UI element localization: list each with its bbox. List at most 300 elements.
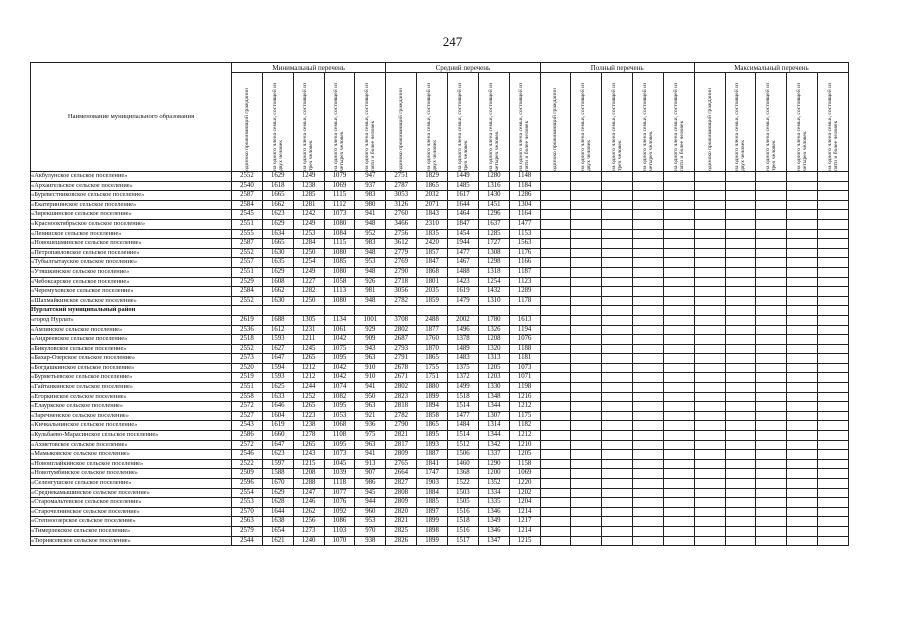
- table-row: [31, 479, 849, 489]
- full-value-cell: [663, 200, 694, 210]
- maximal-value-cell: [818, 363, 849, 373]
- full-value-cell: [540, 258, 571, 268]
- average-value-cell: 3612: [386, 239, 417, 249]
- full-value-cell: [633, 536, 664, 546]
- maximal-value-cell: [694, 536, 725, 546]
- minimal-value-cell: 2544: [232, 536, 263, 546]
- minimal-value-cell: 1647: [262, 354, 293, 364]
- average-value-cell: 1619: [447, 287, 478, 297]
- full-value-cell: [602, 488, 633, 498]
- average-value-cell: 2802: [386, 325, 417, 335]
- minimal-value-cell: 950: [355, 392, 386, 402]
- minimal-value-cell: 1633: [262, 392, 293, 402]
- average-value-cell: 1449: [447, 172, 478, 182]
- full-value-cell: [663, 258, 694, 268]
- maximal-value-cell: [756, 450, 787, 460]
- maximal-value-cell: [725, 402, 756, 412]
- table-row: [31, 498, 849, 508]
- average-value-cell: 1885: [417, 498, 448, 508]
- average-value-cell: 1483: [447, 354, 478, 364]
- full-value-cell: [633, 354, 664, 364]
- average-value-cell: 1375: [447, 363, 478, 373]
- average-value-cell: 1899: [417, 536, 448, 546]
- minimal-value-cell: 2545: [232, 210, 263, 220]
- average-value-cell: 1894: [417, 402, 448, 412]
- average-value-cell: 1335: [478, 498, 509, 508]
- average-value-cell: 2671: [386, 373, 417, 383]
- average-value-cell: 1204: [509, 498, 540, 508]
- maximal-value-cell: [787, 392, 818, 402]
- maximal-value-cell: [694, 306, 725, 316]
- municipality-name-cell: «Зирекшинское сельское поселение»: [31, 210, 232, 220]
- minimal-value-cell: 1058: [324, 277, 355, 287]
- full-value-cell: [633, 392, 664, 402]
- average-value-cell: 1344: [478, 402, 509, 412]
- minimal-value-cell: 1638: [262, 517, 293, 527]
- average-value-cell: 1181: [509, 354, 540, 364]
- average-value-cell: 1780: [478, 315, 509, 325]
- maximal-value-cell: [787, 469, 818, 479]
- average-value-cell: 2765: [386, 459, 417, 469]
- minimal-value-cell: 2596: [232, 479, 263, 489]
- maximal-value-cell: [818, 210, 849, 220]
- maximal-value-cell: [725, 277, 756, 287]
- average-value-cell: 1188: [509, 344, 540, 354]
- full-value-cell: [633, 296, 664, 306]
- maximal-value-cell: [818, 335, 849, 345]
- maximal-value-cell: [694, 402, 725, 412]
- full-value-cell: [571, 296, 602, 306]
- full-value-cell: [540, 517, 571, 527]
- minimal-value-cell: 1053: [324, 411, 355, 421]
- subcolumn-header: [293, 73, 324, 172]
- minimal-value-cell: 1108: [324, 431, 355, 441]
- minimal-value-cell: 1238: [293, 181, 324, 191]
- average-value-cell: 2809: [386, 450, 417, 460]
- minimal-value-cell: 1629: [262, 267, 293, 277]
- maximal-value-cell: [694, 421, 725, 431]
- table-row: [31, 392, 849, 402]
- full-value-cell: [540, 172, 571, 182]
- maximal-value-cell: [694, 383, 725, 393]
- maximal-value-cell: [818, 421, 849, 431]
- average-value-cell: 2802: [386, 383, 417, 393]
- minimal-value-cell: 2553: [232, 498, 263, 508]
- full-value-cell: [602, 344, 633, 354]
- minimal-value-cell: 1644: [262, 507, 293, 517]
- full-value-cell: [633, 248, 664, 258]
- minimal-value-cell: 2587: [232, 239, 263, 249]
- subcolumn-header-label: на одного члена семьи, состоящей из пяти и более человек: [364, 82, 377, 171]
- average-value-cell: 1349: [478, 517, 509, 527]
- full-value-cell: [571, 229, 602, 239]
- average-value-cell: 2779: [386, 248, 417, 258]
- average-value-cell: 2791: [386, 354, 417, 364]
- full-value-cell: [571, 402, 602, 412]
- minimal-value-cell: 2536: [232, 325, 263, 335]
- subcolumn-header: [756, 73, 787, 172]
- table-row: [31, 210, 849, 220]
- minimal-value-cell: 2584: [232, 200, 263, 210]
- minimal-value-cell: 1095: [324, 440, 355, 450]
- minimal-value-cell: 963: [355, 354, 386, 364]
- minimal-value-cell: 1625: [262, 383, 293, 393]
- table-row: [31, 191, 849, 201]
- minimal-value-cell: 1273: [293, 526, 324, 536]
- minimal-value-cell: 983: [355, 239, 386, 249]
- average-value-cell: 1175: [509, 411, 540, 421]
- table-row: [31, 219, 849, 229]
- group-header-minimal: Минимальный перечень: [232, 63, 386, 73]
- subcolumn-header: [447, 73, 478, 172]
- table-row: [31, 172, 849, 182]
- maximal-value-cell: [818, 411, 849, 421]
- subcolumn-header: [232, 73, 263, 172]
- minimal-value-cell: 2570: [232, 507, 263, 517]
- average-value-cell: 1205: [478, 363, 509, 373]
- maximal-value-cell: [787, 315, 818, 325]
- average-value-cell: 1069: [509, 469, 540, 479]
- average-value-cell: 1857: [417, 248, 448, 258]
- subcolumn-header-label: на одного члена семьи, состоящей из трех человек: [765, 82, 778, 171]
- minimal-value-cell: 2540: [232, 181, 263, 191]
- full-value-cell: [602, 296, 633, 306]
- average-value-cell: 1517: [447, 536, 478, 546]
- maximal-value-cell: [694, 354, 725, 364]
- average-value-cell: 1865: [417, 421, 448, 431]
- full-value-cell: [602, 354, 633, 364]
- full-value-cell: [633, 363, 664, 373]
- full-value-cell: [540, 239, 571, 249]
- full-value-cell: [602, 172, 633, 182]
- subcolumn-header: [633, 73, 664, 172]
- full-value-cell: [540, 507, 571, 517]
- maximal-value-cell: [787, 200, 818, 210]
- average-value-cell: 1164: [509, 210, 540, 220]
- table-row: [31, 421, 849, 431]
- full-value-cell: [663, 354, 694, 364]
- municipality-name-cell: «Новошешминское сельское поселение»: [31, 239, 232, 249]
- minimal-value-cell: 1618: [262, 181, 293, 191]
- subcolumn-header-label: на одного члена семьи, состоящей из двух человек: [734, 82, 747, 171]
- average-value-cell: 1880: [417, 383, 448, 393]
- average-value-cell: 1347: [478, 536, 509, 546]
- average-value-cell: [417, 306, 448, 316]
- average-value-cell: 2809: [386, 498, 417, 508]
- maximal-value-cell: [694, 498, 725, 508]
- subcolumn-header: [478, 73, 509, 172]
- maximal-value-cell: [818, 402, 849, 412]
- average-value-cell: 1310: [478, 296, 509, 306]
- maximal-value-cell: [725, 354, 756, 364]
- full-value-cell: [571, 469, 602, 479]
- average-value-cell: 2718: [386, 277, 417, 287]
- average-value-cell: 1637: [478, 219, 509, 229]
- subcolumn-header-label: на одного члена семьи, состоящей из четырех человек: [796, 82, 809, 171]
- average-value-cell: 1200: [478, 469, 509, 479]
- maximal-value-cell: [787, 431, 818, 441]
- average-value-cell: 1835: [417, 229, 448, 239]
- maximal-value-cell: [818, 498, 849, 508]
- average-value-cell: 1378: [447, 335, 478, 345]
- minimal-value-cell: 948: [355, 296, 386, 306]
- maximal-value-cell: [725, 287, 756, 297]
- minimal-value-cell: 910: [355, 373, 386, 383]
- subcolumn-header-label: на одного члена семьи, состоящей из двух человек: [271, 82, 284, 171]
- maximal-value-cell: [787, 258, 818, 268]
- maximal-value-cell: [787, 373, 818, 383]
- full-value-cell: [602, 200, 633, 210]
- average-value-cell: 1073: [509, 363, 540, 373]
- subcolumn-header: [787, 73, 818, 172]
- minimal-value-cell: 1242: [293, 210, 324, 220]
- full-value-cell: [540, 450, 571, 460]
- average-value-cell: 1430: [478, 191, 509, 201]
- maximal-value-cell: [818, 200, 849, 210]
- full-value-cell: [663, 181, 694, 191]
- minimal-value-cell: 909: [355, 335, 386, 345]
- maximal-value-cell: [725, 507, 756, 517]
- maximal-value-cell: [694, 277, 725, 287]
- full-value-cell: [571, 239, 602, 249]
- minimal-value-cell: 1254: [293, 258, 324, 268]
- full-value-cell: [602, 191, 633, 201]
- table-row: [31, 248, 849, 258]
- average-value-cell: 2790: [386, 267, 417, 277]
- minimal-value-cell: 1115: [324, 191, 355, 201]
- subcolumn-header-label: на одного члена семьи, состоящей из четырех человек: [641, 82, 654, 171]
- average-value-cell: 1870: [417, 344, 448, 354]
- full-value-cell: [633, 210, 664, 220]
- average-value-cell: 2687: [386, 335, 417, 345]
- maximal-value-cell: [756, 229, 787, 239]
- minimal-value-cell: 1623: [262, 450, 293, 460]
- maximal-value-cell: [694, 325, 725, 335]
- minimal-value-cell: 948: [355, 267, 386, 277]
- average-value-cell: [386, 306, 417, 316]
- maximal-value-cell: [694, 411, 725, 421]
- average-value-cell: 2751: [386, 172, 417, 182]
- municipality-name-cell: «Бурметьевское сельское поселение»: [31, 373, 232, 383]
- maximal-value-cell: [787, 459, 818, 469]
- subcolumn-header-label: на одного члена семьи, состоящей из четырех человек: [487, 82, 500, 171]
- maximal-value-cell: [787, 296, 818, 306]
- table-row: [31, 344, 849, 354]
- minimal-value-cell: 1249: [293, 219, 324, 229]
- full-value-cell: [540, 219, 571, 229]
- full-value-cell: [663, 267, 694, 277]
- average-value-cell: 1254: [478, 277, 509, 287]
- average-value-cell: 1214: [509, 526, 540, 536]
- average-value-cell: 2782: [386, 296, 417, 306]
- full-value-cell: [663, 498, 694, 508]
- minimal-value-cell: 2554: [232, 488, 263, 498]
- maximal-value-cell: [787, 363, 818, 373]
- minimal-value-cell: 1070: [324, 536, 355, 546]
- minimal-value-cell: 2558: [232, 392, 263, 402]
- maximal-value-cell: [694, 181, 725, 191]
- full-value-cell: [602, 363, 633, 373]
- maximal-value-cell: [818, 507, 849, 517]
- full-value-cell: [602, 258, 633, 268]
- average-value-cell: 1516: [447, 526, 478, 536]
- minimal-value-cell: 1223: [293, 411, 324, 421]
- full-value-cell: [633, 181, 664, 191]
- average-value-cell: 1858: [417, 411, 448, 421]
- minimal-value-cell: 926: [355, 277, 386, 287]
- minimal-value-cell: 2520: [232, 363, 263, 373]
- maximal-value-cell: [787, 219, 818, 229]
- municipality-name-cell: «Бахар-Озерское сельское поселение»: [31, 354, 232, 364]
- average-value-cell: 1865: [417, 354, 448, 364]
- maximal-value-cell: [818, 536, 849, 546]
- subcolumn-header-label: на одного члена семьи, состоящей из пяти и более человек: [826, 82, 840, 171]
- maximal-value-cell: [787, 507, 818, 517]
- full-value-cell: [633, 287, 664, 297]
- maximal-value-cell: [818, 296, 849, 306]
- maximal-value-cell: [818, 306, 849, 316]
- average-value-cell: 3126: [386, 200, 417, 210]
- maximal-value-cell: [725, 239, 756, 249]
- average-value-cell: 1464: [447, 210, 478, 220]
- subcolumn-header: [509, 73, 540, 172]
- full-value-cell: [571, 267, 602, 277]
- average-value-cell: 2790: [386, 421, 417, 431]
- average-value-cell: 2032: [417, 191, 448, 201]
- full-value-cell: [540, 536, 571, 546]
- full-value-cell: [633, 306, 664, 316]
- full-value-cell: [633, 325, 664, 335]
- average-value-cell: 2817: [386, 440, 417, 450]
- maximal-value-cell: [694, 239, 725, 249]
- average-value-cell: 1217: [509, 517, 540, 527]
- full-value-cell: [633, 402, 664, 412]
- full-value-cell: [633, 431, 664, 441]
- maximal-value-cell: [818, 181, 849, 191]
- average-value-cell: 1868: [417, 267, 448, 277]
- minimal-value-cell: 2529: [232, 277, 263, 287]
- minimal-value-cell: 1085: [324, 258, 355, 268]
- minimal-value-cell: 963: [355, 402, 386, 412]
- full-value-cell: [571, 440, 602, 450]
- maximal-value-cell: [818, 248, 849, 258]
- maximal-value-cell: [787, 239, 818, 249]
- average-value-cell: 1346: [478, 507, 509, 517]
- average-value-cell: 1320: [478, 344, 509, 354]
- maximal-value-cell: [818, 440, 849, 450]
- table-row: [31, 277, 849, 287]
- minimal-value-cell: 2552: [232, 172, 263, 182]
- subcolumn-header: [602, 73, 633, 172]
- full-value-cell: [633, 229, 664, 239]
- full-value-cell: [540, 402, 571, 412]
- full-value-cell: [540, 267, 571, 277]
- full-value-cell: [602, 479, 633, 489]
- maximal-value-cell: [818, 392, 849, 402]
- maximal-value-cell: [725, 315, 756, 325]
- municipality-name-cell: «Тубылгытауское сельское поселение»: [31, 258, 232, 268]
- average-value-cell: 2756: [386, 229, 417, 239]
- average-value-cell: 3056: [386, 287, 417, 297]
- table-row: [31, 315, 849, 325]
- average-value-cell: 1514: [447, 402, 478, 412]
- minimal-value-cell: 1597: [262, 459, 293, 469]
- minimal-value-cell: 1628: [262, 498, 293, 508]
- municipality-name-cell: «Чебоксарское сельское поселение»: [31, 277, 232, 287]
- full-value-cell: [602, 315, 633, 325]
- minimal-value-cell: [232, 306, 263, 316]
- average-value-cell: 1843: [417, 210, 448, 220]
- minimal-value-cell: 1285: [293, 191, 324, 201]
- average-value-cell: 1308: [478, 248, 509, 258]
- subcolumn-header-label: на одного члена семьи, состоящей из пяти и более человек: [672, 82, 685, 171]
- average-value-cell: 1499: [447, 383, 478, 393]
- full-value-cell: [633, 315, 664, 325]
- average-value-cell: 1760: [417, 335, 448, 345]
- full-value-cell: [633, 450, 664, 460]
- full-value-cell: [540, 411, 571, 421]
- municipality-name-cell: «Кичкальнинское сельское поселение»: [31, 421, 232, 431]
- minimal-value-cell: 2546: [232, 450, 263, 460]
- average-value-cell: 1944: [447, 239, 478, 249]
- maximal-value-cell: [818, 277, 849, 287]
- subcolumn-header: [324, 73, 355, 172]
- maximal-value-cell: [818, 344, 849, 354]
- average-value-cell: 1563: [509, 239, 540, 249]
- average-value-cell: 1203: [478, 373, 509, 383]
- name-column-header: Наименование муниципального образования: [31, 63, 232, 172]
- full-value-cell: [663, 296, 694, 306]
- maximal-value-cell: [694, 229, 725, 239]
- minimal-value-cell: [355, 306, 386, 316]
- maximal-value-cell: [725, 344, 756, 354]
- full-value-cell: [602, 469, 633, 479]
- full-value-cell: [633, 277, 664, 287]
- maximal-value-cell: [756, 373, 787, 383]
- maximal-value-cell: [787, 229, 818, 239]
- full-value-cell: [602, 450, 633, 460]
- full-value-cell: [540, 335, 571, 345]
- average-value-cell: 1503: [447, 488, 478, 498]
- full-value-cell: [663, 172, 694, 182]
- full-value-cell: [663, 335, 694, 345]
- full-value-cell: [602, 526, 633, 536]
- average-value-cell: 1348: [478, 392, 509, 402]
- full-value-cell: [571, 536, 602, 546]
- maximal-value-cell: [787, 191, 818, 201]
- average-value-cell: 1184: [509, 181, 540, 191]
- average-value-cell: 1644: [447, 200, 478, 210]
- maximal-value-cell: [725, 267, 756, 277]
- full-value-cell: [540, 526, 571, 536]
- average-value-cell: 1313: [478, 354, 509, 364]
- minimal-value-cell: 1061: [324, 325, 355, 335]
- maximal-value-cell: [756, 488, 787, 498]
- maximal-value-cell: [818, 258, 849, 268]
- maximal-value-cell: [787, 498, 818, 508]
- minimal-value-cell: 2527: [232, 411, 263, 421]
- minimal-value-cell: 944: [355, 498, 386, 508]
- full-value-cell: [633, 517, 664, 527]
- municipality-name-cell: «Акбулунское сельское поселение»: [31, 172, 232, 182]
- minimal-value-cell: 1249: [293, 172, 324, 182]
- minimal-value-cell: [293, 306, 324, 316]
- average-value-cell: 1202: [509, 488, 540, 498]
- maximal-value-cell: [756, 431, 787, 441]
- full-value-cell: [602, 431, 633, 441]
- maximal-value-cell: [756, 277, 787, 287]
- maximal-value-cell: [694, 200, 725, 210]
